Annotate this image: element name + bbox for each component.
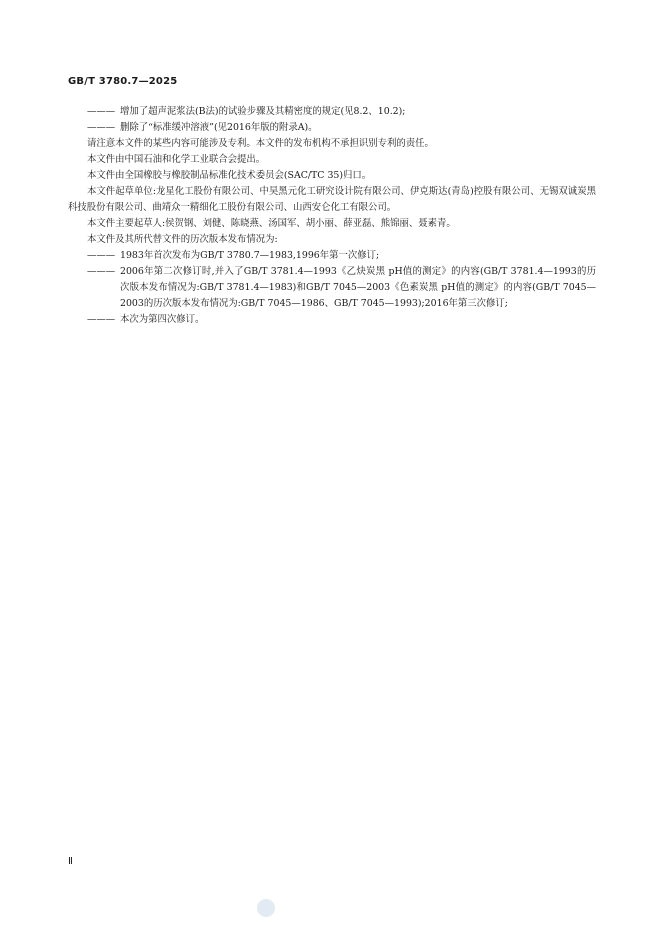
watermark-logo-icon: [257, 899, 275, 917]
committee-statement: 本文件由全国橡胶与橡胶制品标准化技术委员会(SAC/TC 35)归口。: [87, 170, 372, 181]
history-item-2006: [68, 264, 596, 312]
item-text: 本次为第四次修订。: [120, 314, 205, 325]
dash-mark: ———: [87, 122, 116, 133]
proposer-statement: 本文件由中国石油和化学工业联合会提出。: [87, 154, 266, 165]
standard-number-header: GB/T 3780.7—2025: [68, 76, 178, 87]
dash-mark: ———: [87, 106, 116, 117]
dash-mark: ———: [87, 250, 116, 261]
page-number: Ⅱ: [68, 856, 73, 867]
item-text: 删除了“标准缓冲溶液”(见2016年版的附录A)。: [120, 122, 318, 133]
item-text: 2006年第二次修订时,并入了GB/T 3781.4—1993《乙炔炭黑 pH值的测定》的内容(GB/T 3781.4—1993的历次版本发布情况为:GB/T 3781.4—1983)和GB/T 7045—2003《色素炭黑 pH值的测定》的内容(GB/T 7045—2003的历次版本发布情况为:GB/T 7045—1986、GB/T 7045—1993);2016年第三次修订;: [120, 266, 596, 309]
change-item-ultrasonic: [68, 104, 596, 120]
history-item-current: [68, 312, 596, 328]
drafting-units: 本文件起草单位:龙星化工股份有限公司、中昊黑元化工研究设计院有限公司、伊克斯达(青岛)控股有限公司、无锡双诚炭黑科技股份有限公司、曲靖众一精细化工股份有限公司、山西安仑化工有限公司。: [68, 186, 596, 213]
foreword-body: [68, 104, 596, 328]
item-text: 增加了超声泥浆法(B法)的试验步骤及其精密度的规定(见8.2、10.2);: [120, 106, 406, 117]
drafters: 本文件主要起草人:侯贺钢、刘健、陈晓燕、汤国军、胡小丽、薛亚磊、熊锦丽、聂素青。: [87, 218, 456, 229]
change-item-buffer: [68, 120, 596, 136]
dash-mark: ———: [87, 314, 116, 325]
patent-notice: 请注意本文件的某些内容可能涉及专利。本文件的发布机构不承担识别专利的责任。: [87, 138, 434, 149]
history-intro: 本文件及其所代替文件的历次版本发布情况为:: [87, 234, 278, 245]
item-text: 1983年首次发布为GB/T 3780.7—1983,1996年第一次修订;: [120, 250, 380, 261]
history-item-1983: [68, 248, 596, 264]
dash-mark: ———: [87, 266, 116, 277]
